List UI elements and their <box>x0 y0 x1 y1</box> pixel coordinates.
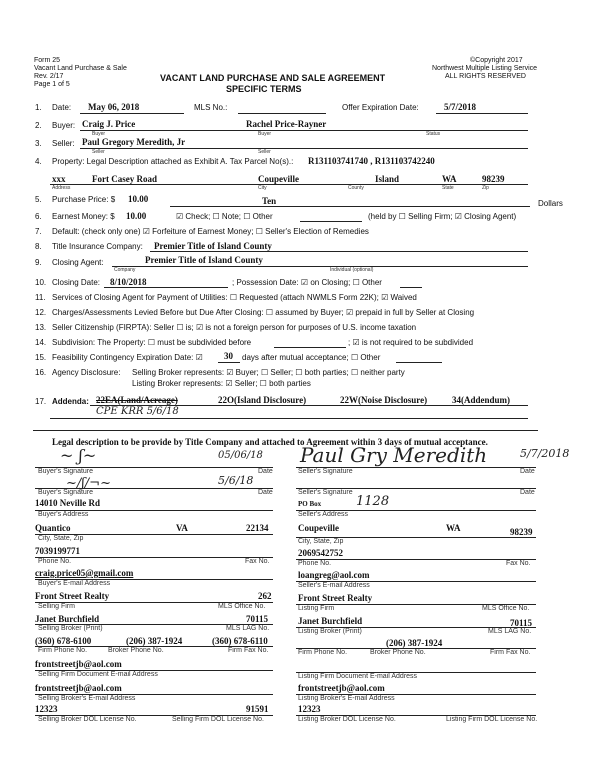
form-revision: Rev. 2/17 <box>34 73 64 80</box>
agent-label: Closing Agent: <box>52 258 104 267</box>
addenda-initials: CPE KRR 5/6/18 <box>96 406 179 417</box>
buyer-sub-2: Buyer <box>258 131 272 137</box>
copyright: ©Copyright 2017 <box>470 57 523 64</box>
firpta: Seller Citizenship (FIRPTA): Seller ☐ is; ☑ is not a foreign person for purposes of U.S. income taxation <box>52 323 417 332</box>
agency-selling: Selling Broker represents: ☑ Buyer; ☐ Seller; ☐ both parties; ☐ neither party <box>132 368 405 377</box>
buyer-label: Buyer: <box>52 121 76 130</box>
seller-zip: 98239 <box>510 527 533 537</box>
agency-listing: Listing Broker represents: ☑ Seller; ☐ both parties <box>132 379 311 388</box>
selling-firm-phone: (360) 678-6100 <box>35 636 92 646</box>
buyer-name-2: Rachel Price-Rayner <box>246 119 327 129</box>
seller-label: Seller: <box>52 139 75 148</box>
property-county: Island <box>375 174 400 184</box>
date-label: Date: <box>52 103 72 112</box>
title-label: Title Insurance Company: <box>52 242 143 251</box>
property-label: Property: Legal Description attached as Exhibit A. Tax Parcel No(s).: <box>52 157 294 166</box>
closing-agent: Premier Title of Island County <box>145 255 263 265</box>
price-words: Ten <box>262 196 277 206</box>
selling-firm-mls: 262 <box>258 591 272 601</box>
buyer-phone: 7039199771 <box>35 546 80 556</box>
buyer-date-2: 5/6/18 <box>218 474 254 487</box>
earnest-options: ☑ Check; ☐ Note; ☐ Other <box>176 212 273 221</box>
form-name: Vacant Land Purchase & Sale <box>34 65 127 72</box>
earnest-label: Earnest Money: $ <box>52 212 115 221</box>
feasibility-rest: days after mutual acceptance; ☐ Other <box>242 353 381 362</box>
addendum-2: 22O(Island Disclosure) <box>218 395 307 405</box>
property-zip: 98239 <box>482 174 505 184</box>
utilities-services: Services of Closing Agent for Payment of Utilities: ☐ Requested (attach NWMLS Form 22K); ☑ Waived <box>52 293 417 302</box>
buyer-name-1: Craig J. Price <box>82 119 136 129</box>
purchase-price: 10.00 <box>128 194 149 204</box>
addendum-3: 22W(Noise Disclosure) <box>340 395 428 405</box>
listing-firm: Front Street Realty <box>298 593 373 603</box>
legal-note: Legal description to be provide by Title Company and attached to Agreement within 3 days of mutual acceptance. <box>52 437 488 447</box>
selling-broker-dol: 12323 <box>35 704 58 714</box>
document-title: VACANT LAND PURCHASE AND SALE AGREEMENT <box>160 73 386 83</box>
seller-hand-date: 5/7/2018 <box>520 447 570 460</box>
selling-firm-fax: (360) 678-6110 <box>212 636 268 646</box>
addendum-1: 22EA(Land/Acreage) <box>96 395 178 405</box>
buyer-address: 14010 Neville Rd <box>35 498 100 508</box>
closing-label: Closing Date: <box>52 278 101 287</box>
tax-parcels: R131103741740 , R131103742240 <box>308 156 435 166</box>
item-number: 3. <box>35 139 42 148</box>
mls-label: MLS No.: <box>194 103 228 112</box>
buyer-signature: ~ ʃ~ <box>60 446 97 465</box>
subdivision-status: ; ☑ is not required to be subdivided <box>348 338 474 347</box>
subdivision: Subdivision: The Property: ☐ must be subdivided before <box>52 338 252 347</box>
seller-phone: 2069542752 <box>298 548 343 558</box>
seller-signature: Paul Gry Meredith <box>300 443 488 467</box>
addendum-4: 34(Addendum) <box>452 395 511 405</box>
addenda-label: Addenda: <box>52 397 89 406</box>
price-label: Purchase Price: $ <box>52 195 116 204</box>
page-number: Page 1 of 5 <box>34 81 70 88</box>
listing-broker-phone: (206) 387-1924 <box>386 638 443 648</box>
feasibility-days: 30 <box>224 351 233 361</box>
property-state: WA <box>442 174 457 184</box>
earnest-amount: 10.00 <box>126 211 147 221</box>
buyer-date-1: 05/06/18 <box>218 450 263 461</box>
item-number: 6. <box>35 212 42 221</box>
listing-broker-lag: 70115 <box>510 618 533 628</box>
seller-sub-2: Seller <box>258 149 271 155</box>
form-number: Form 25 <box>34 57 61 64</box>
item-number: 9. <box>35 258 42 267</box>
rights: ALL RIGHTS RESERVED <box>445 73 526 80</box>
agreement-date: May 06, 2018 <box>88 102 140 112</box>
item-number: 7. <box>35 227 42 236</box>
property-street: Fort Casey Road <box>92 174 157 184</box>
buyer-signature-2: ~/ʃ/¬~ <box>66 476 111 491</box>
dollars-label: Dollars <box>538 199 563 208</box>
selling-broker-phone: (206) 387-1924 <box>126 636 183 646</box>
selling-firm: Front Street Realty <box>35 591 110 601</box>
title-company: Premier Title of Island County <box>154 241 272 251</box>
selling-broker-email[interactable]: frontstreetjb@aol.com <box>35 683 122 693</box>
seller-city: Coupeville <box>298 523 340 533</box>
document-subtitle: SPECIFIC TERMS <box>226 84 302 94</box>
seller-email[interactable]: loangreg@aol.com <box>298 570 370 580</box>
selling-firm-dol: 91591 <box>246 704 269 714</box>
selling-broker-lag: 70115 <box>246 614 269 624</box>
listing-service: Northwest Multiple Listing Service <box>432 65 538 72</box>
listing-doc-email[interactable]: frontstreetjb@aol.com <box>298 683 385 693</box>
default-text: Default: (check only one) ☑ Forfeiture of Earnest Money; ☐ Seller's Election of Remedies <box>52 227 369 236</box>
item-number: 5. <box>35 195 42 204</box>
item-number: 2. <box>35 121 42 130</box>
buyer-email[interactable]: craig.price05@gmail.com <box>35 568 134 578</box>
selling-firm-doc-email[interactable]: frontstreetjb@aol.com <box>35 659 122 669</box>
seller-sub: Seller <box>92 149 105 155</box>
listing-broker-dol: 12323 <box>298 704 321 714</box>
charges-assessments: Charges/Assessments Levied Before but Due After Closing: ☐ assumed by Buyer; ☑ prepaid in full by Seller at Closing <box>52 308 475 317</box>
status-sub: Status <box>426 131 441 137</box>
expiry-label: Offer Expiration Date: <box>342 103 419 112</box>
buyer-sub: Buyer <box>92 131 106 137</box>
feasibility-label: Feasibility Contingency Expiration Date: ☑ <box>52 353 203 362</box>
earnest-held: (held by ☐ Selling Firm; ☑ Closing Agent) <box>368 212 517 221</box>
item-number: 8. <box>35 242 42 251</box>
buyer-zip: 22134 <box>246 523 269 533</box>
possession: ; Possession Date: ☑ on Closing; ☐ Other <box>232 278 382 287</box>
agency-label: Agency Disclosure: <box>52 368 121 377</box>
buyer-state: VA <box>176 523 188 533</box>
closing-date: 8/10/2018 <box>110 277 147 287</box>
seller-po-box: PO Box <box>298 500 322 508</box>
address-prefix: xxx <box>52 174 66 184</box>
seller-state: WA <box>446 523 461 533</box>
buyer-city: Quantico <box>35 523 71 533</box>
offer-expiration-date: 5/7/2018 <box>444 102 477 112</box>
seller-po-box-number: 1128 <box>356 494 390 509</box>
seller-name: Paul Gregory Meredith, Jr <box>82 137 186 147</box>
item-number: 1. <box>35 103 42 112</box>
selling-broker: Janet Burchfield <box>35 614 100 624</box>
property-city: Coupeville <box>258 174 300 184</box>
item-number: 10. <box>35 278 47 287</box>
item-number: 4. <box>35 157 42 166</box>
listing-broker: Janet Burchfield <box>298 616 363 626</box>
